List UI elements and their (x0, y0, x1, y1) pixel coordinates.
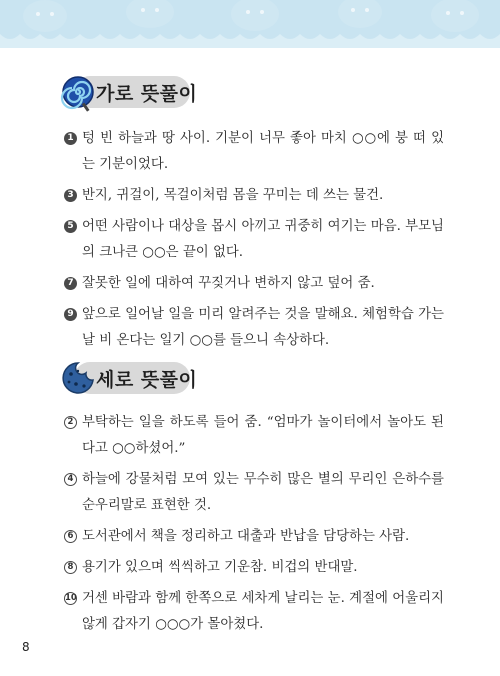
clue-number: 4 (64, 473, 77, 486)
cookie-icon (58, 358, 98, 398)
list-item (64, 410, 444, 462)
down-clue-list (64, 410, 444, 643)
top-decoration-band (0, 0, 500, 48)
list-item (64, 214, 444, 266)
clue-text: 도서관에서 책을 정리하고 대출과 반납을 담당하는 사람. (82, 529, 410, 544)
ghost-pattern-icon (0, 0, 500, 48)
list-item (64, 467, 444, 519)
list-item (64, 586, 444, 638)
list-item (64, 524, 444, 550)
clue-text: 어떤 사람이나 대상을 몹시 아끼고 귀중히 여기는 마음. 부모님의 크나큰 ○○은 끝이 없다. (82, 219, 444, 260)
clue-text: 앞으로 일어날 일을 미리 알려주는 것을 말해요. 체험학습 가는 날 비 온다는 일기 ○○를 들으니 속상하다. (82, 307, 444, 348)
list-item (64, 555, 444, 581)
across-clue-list (64, 126, 444, 359)
clue-number: 9 (64, 308, 77, 321)
list-item (64, 302, 444, 354)
clue-text: 하늘에 강물처럼 모여 있는 무수히 많은 별의 무리인 은하수를 순우리말로 표현한 것. (82, 472, 444, 513)
list-item (64, 126, 444, 178)
lollipop-icon (58, 72, 98, 112)
clue-number: 2 (64, 416, 77, 429)
clue-number: 3 (64, 189, 77, 202)
clue-number: 5 (64, 220, 77, 233)
page-number: 8 (22, 640, 30, 654)
list-item (64, 271, 444, 297)
clue-number: 10 (65, 593, 77, 603)
clue-number: 8 (64, 561, 77, 574)
clue-number: 6 (64, 530, 77, 543)
clue-text: 부탁하는 일을 하도록 들어 줌. “엄마가 놀이터에서 놀아도 된다고 ○○하셨어.” (82, 415, 444, 456)
across-title-text: 가로 뜻풀이 (96, 83, 198, 105)
clue-text: 텅 빈 하늘과 땅 사이. 기분이 너무 좋아 마치 ○○에 붕 떠 있는 기분이었다. (82, 131, 444, 172)
clue-text: 잘못한 일에 대하여 꾸짖거나 변하지 않고 덮어 줌. (82, 276, 375, 291)
down-title-text: 세로 뜻풀이 (96, 369, 198, 391)
clue-text: 반지, 귀걸이, 목걸이처럼 몸을 꾸미는 데 쓰는 물건. (82, 188, 384, 203)
clue-number: 1 (64, 132, 77, 145)
clue-text: 거센 바람과 함께 한쪽으로 세차게 날리는 눈. 계절에 어울리지 않게 갑자기 ○○○가 몰아쳤다. (82, 591, 444, 632)
list-item (64, 183, 444, 209)
clue-text: 용기가 있으며 씩씩하고 기운참. 비겁의 반대말. (82, 560, 358, 575)
clue-number: 7 (64, 277, 77, 290)
